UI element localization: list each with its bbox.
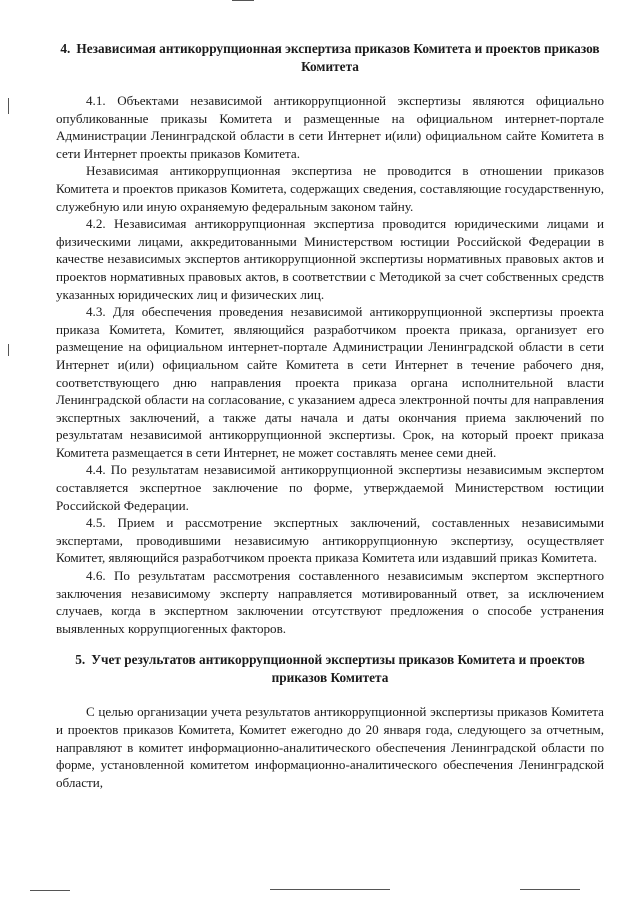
- paragraph-4-2: 4.2. Независимая антикоррупционная экспертиза проводится юридическими лицами и физическими лицами, аккредитованными Министерством юстиции Российской Федерации в качестве независимых экспертов антикоррупционной экспертизы нормативных правовых актов и проектов нормативных правовых актов, в соответствии с Методикой за счет собственных средств указанных юридических лиц и физических лиц.: [56, 216, 604, 302]
- paragraph-5-intro: С целью организации учета результатов антикоррупционной экспертизы приказов Комитета и проектов приказов Комитета, Комитет ежегодно до 20 января года, следующего за отчетным, направляют в комитет информационно-аналитического обеспечения Ленинградской области по форме, установленной комитетом информационно-аналитического обеспечения Ленинградской области,: [56, 704, 604, 790]
- scan-mark-bottom-1: [30, 890, 70, 891]
- spacer: [56, 637, 604, 651]
- section-4-number: 4.: [60, 41, 71, 56]
- scan-mark-left-1: [8, 98, 9, 114]
- section-4-title: Независимая антикоррупционная экспертиза приказов Комитета и проектов приказов Комитета: [76, 41, 600, 74]
- section-4-heading: [56, 40, 604, 76]
- paragraph-4-4: 4.4. По результатам независимой антикоррупционной экспертизы независимым экспертом составляется экспертное заключение по форме, утверждаемой Министерством юстиции Российской Федерации.: [56, 462, 604, 513]
- scan-mark-left-2: [8, 344, 9, 356]
- scan-mark-bottom-2: [270, 889, 390, 890]
- spacer: [56, 687, 604, 703]
- spacer: [56, 76, 604, 92]
- paragraph-4-6: 4.6. По результатам рассмотрения составленного независимым экспертом экспертного заключения независимому эксперту направляется мотивированный ответ, за исключением случаев, когда в экспертном заключении отсутствуют предложения о способе устранения выявленных коррупциогенных факторов.: [56, 568, 604, 636]
- paragraph-4-5: 4.5. Прием и рассмотрение экспертных заключений, составленных независимыми экспертами, проводившими независимую антикоррупционную экспертизу, осуществляет Комитет, являющийся разработчиком проекта приказа Комитета или издавший приказ Комитета.: [56, 515, 604, 566]
- paragraph-4-3: 4.3. Для обеспечения проведения независимой антикоррупционной экспертизы проекта приказа Комитета, Комитет, являющийся разработчиком проекта приказа, организует его размещение на официальном интернет-портале Администрации Ленинградской области в сети Интернет и(или) официальном сайте Комитета в сети Интернет в течение рабочего дня, соответствующего дню направления проекта приказа органа исполнительной власти Ленинградской области на согласование, с указанием адреса электронной почты для направления экспертных заключений, а также даты начала и даты окончания приема заключений по результатам независимой антикоррупционной экспертизы. Срок, на который проект приказа Комитета размещается в сети Интернет, не может составлять менее семи дней.: [56, 304, 604, 460]
- scan-mark-bottom-3: [520, 889, 580, 890]
- section-5-heading: [56, 651, 604, 687]
- paragraph-4-1-note: Независимая антикоррупционная экспертиза не проводится в отношении приказов Комитета и проектов приказов Комитета, содержащих сведения, составляющие государственную, служебную или иную охраняемую федеральным законом тайну.: [56, 163, 604, 214]
- section-5-title: Учет результатов антикоррупционной экспертизы приказов Комитета и проектов приказов Комитета: [91, 652, 585, 686]
- section-5-number: 5.: [75, 652, 86, 668]
- scan-mark-top: [232, 0, 254, 1]
- document-body: [56, 40, 604, 791]
- paragraph-4-1: 4.1. Объектами независимой антикоррупционной экспертизы являются официально опубликованные приказы Комитета и размещенные на официальном интернет-портале Администрации Ленинградской области в сети Интернет и(или) официальном сайте Комитета в сети Интернет проекты приказов Комитета.: [56, 93, 604, 161]
